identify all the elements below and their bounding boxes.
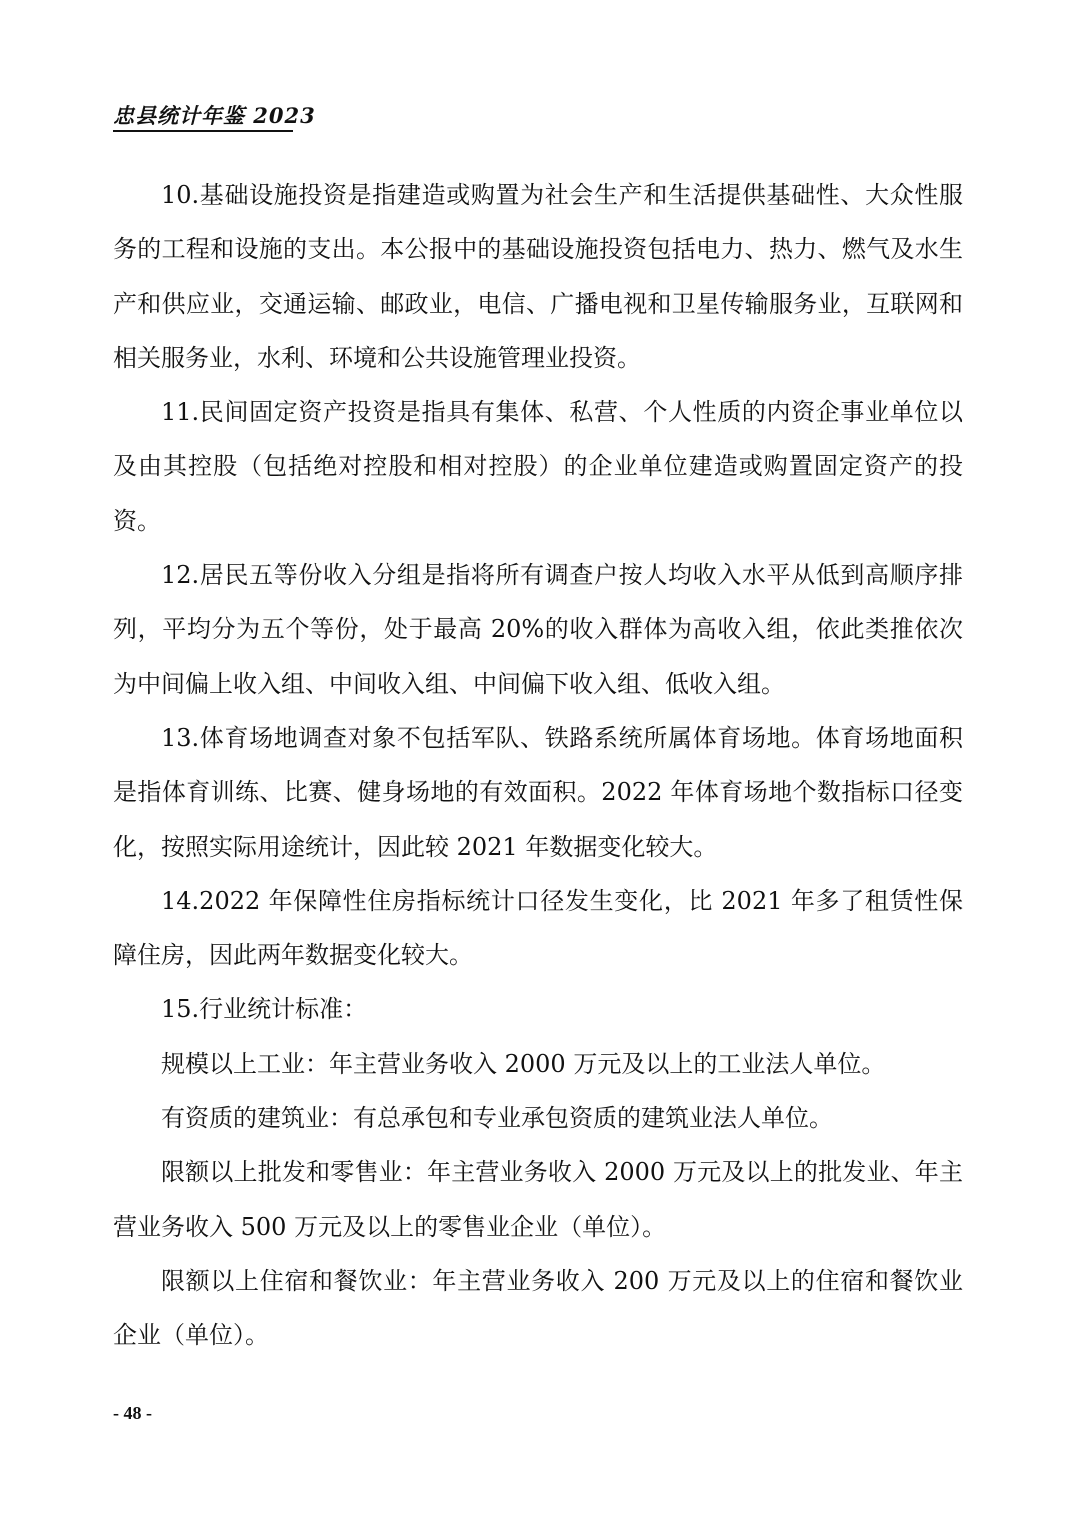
paragraph-affordable-housing: 14.2022 年保障性住房指标统计口径发生变化，比 2021 年多了租赁性保障住房，因此两年数据变化较大。: [113, 886, 963, 970]
running-header: 忠县统计年鉴 2023: [113, 103, 316, 128]
header-underline: [113, 130, 293, 132]
paragraph-infrastructure-investment: 10.基础设施投资是指建造或购置为社会生产和生活提供基础性、大众性服务的工程和设施的支出。本公报中的基础设施投资包括电力、热力、燃气及水生产和供应业，交通运输、邮政业，电信、广播电视和卫星传输服务业，互联网和相关服务业，水利、环境和公共设施管理业投资。: [113, 181, 963, 372]
paragraph-accommodation-catering: 限额以上住宿和餐饮业：年主营业务收入 200 万元及以上的住宿和餐饮业企业（单位）。: [113, 1266, 963, 1350]
paragraph-industry-above-scale: 规模以上工业：年主营业务收入 2000 万元及以上的工业法人单位。: [161, 1049, 886, 1078]
paragraph-industry-standards-heading: 15.行业统计标准：: [161, 995, 368, 1024]
paragraph-private-investment: 11.民间固定资产投资是指具有集体、私营、个人性质的内资企事业单位以及由其控股（包括绝对控股和相对控股）的企业单位建造或购置固定资产的投资。: [113, 398, 963, 535]
paragraph-sports-venues: 13.体育场地调查对象不包括军队、铁路系统所属体育场地。体育场地面积是指体育训练、比赛、健身场地的有效面积。2022 年体育场地个数指标口径变化，按照实际用途统计，因此较 2021 年数据变化较大。: [113, 723, 963, 861]
paragraph-wholesale-retail: 限额以上批发和零售业：年主营业务收入 2000 万元及以上的批发业、年主营业务收入 500 万元及以上的零售业企业（单位）。: [113, 1158, 963, 1241]
paragraph-income-quintiles: 12.居民五等份收入分组是指将所有调查户按人均收入水平从低到高顺序排列，平均分为五个等份，处于最高 20%的收入群体为高收入组，依此类推依次为中间偏上收入组、中间收入组、中间偏下收入组、低收入组。: [113, 561, 963, 698]
paragraph-qualified-construction: 有资质的建筑业：有总承包和专业承包资质的建筑业法人单位。: [161, 1104, 833, 1133]
page-number: - 48 -: [113, 1403, 152, 1423]
body-text: [113, 168, 963, 1363]
